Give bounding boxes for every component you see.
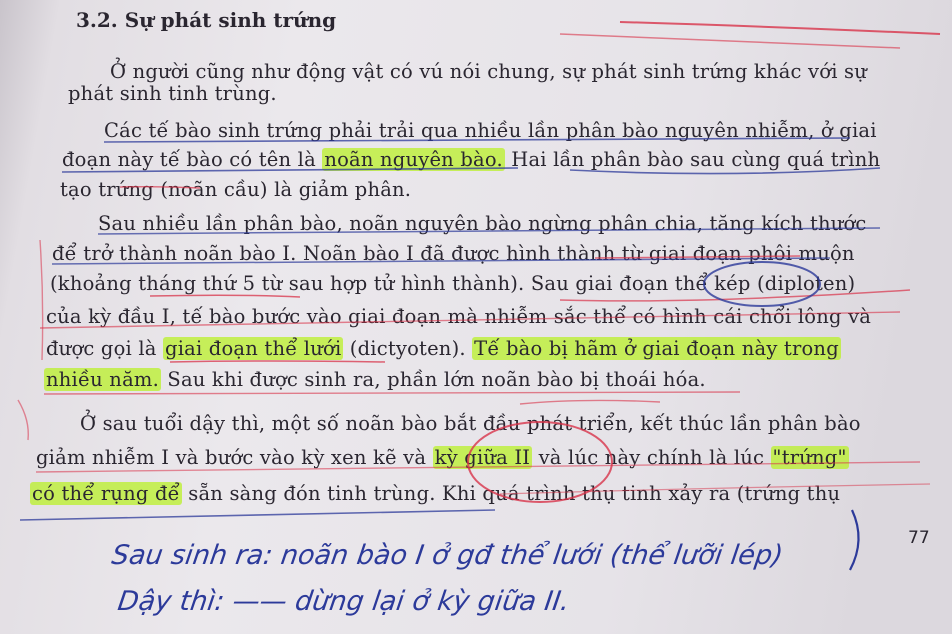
- text-span: đoạn này tế bào có tên là: [62, 148, 323, 171]
- red-underline: [44, 392, 740, 394]
- text-span: Hai lần phân bào sau cùng quá trình: [504, 148, 881, 171]
- text-line: [62, 148, 880, 171]
- blue-parenthesis: [850, 510, 859, 570]
- red-underline: [150, 295, 300, 297]
- page-number: 77: [908, 528, 930, 548]
- highlighted-term: noãn nguyên bào.: [324, 148, 503, 171]
- text-line: của kỳ đầu I, tế bào bước vào giai đoạn mà nhiễm sắc thể có hình cái chổi lông và: [46, 305, 872, 328]
- red-underline: [560, 34, 900, 48]
- highlighted-sentence: có thể rụng để: [32, 482, 180, 505]
- highlighted-term: "trứng": [772, 446, 847, 469]
- text-line: để trở thành noãn bào I. Noãn bào I đã được hình thành từ giai đoạn phôi muộn: [52, 242, 855, 265]
- red-underline: [620, 22, 940, 34]
- text-line: Các tế bào sinh trứng phải trải qua nhiều lần phân bào nguyên nhiễm, ở giai: [104, 119, 877, 142]
- blue-underline: [20, 510, 495, 520]
- highlighted-sentence: nhiều năm.: [46, 368, 159, 391]
- text-span: giảm nhiễm I và bước vào kỳ xen kẽ và: [36, 446, 433, 469]
- text-line: phát sinh tinh trùng.: [68, 82, 277, 105]
- text-span: (dictyoten).: [343, 337, 473, 360]
- highlighted-term: kỳ giữa II: [434, 446, 531, 469]
- text-span: Sau khi được sinh ra, phần lớn noãn bào bị thoái hóa.: [160, 368, 706, 391]
- text-span: sẵn sàng đón tinh trùng. Khi quá trình thụ tinh xảy ra (trứng thụ: [181, 482, 841, 505]
- highlighted-term: giai đoạn thể lưới: [165, 337, 342, 360]
- text-span: được gọi là: [46, 337, 164, 360]
- red-margin-mark: [40, 240, 43, 360]
- text-line: Ở sau tuổi dậy thì, một số noãn bào bắt đầu phát triển, kết thúc lần phân bào: [80, 412, 861, 435]
- text-line: (khoảng tháng thứ 5 từ sau hợp tử hình thành). Sau giai đoạn thể kép (diploten): [50, 272, 856, 295]
- red-underline: [520, 400, 660, 404]
- text-span: và lúc này chính là lúc: [532, 446, 771, 469]
- red-underline: [170, 361, 385, 362]
- text-line: [30, 482, 840, 505]
- handwritten-note: Dậy thì: —— dừng lại ở kỳ giữa II.: [115, 586, 572, 617]
- text-line: [36, 446, 849, 469]
- highlighted-sentence: Tế bào bị hãm ở giai đoạn này trong: [474, 337, 839, 360]
- red-margin-mark: [18, 400, 28, 440]
- text-line: tạo trứng (noãn cầu) là giảm phân.: [60, 178, 412, 201]
- section-heading: 3.2. Sự phát sinh trứng: [76, 8, 337, 32]
- text-line: [44, 368, 706, 391]
- text-line: [46, 337, 841, 360]
- text-line: Sau nhiều lần phân bào, noãn nguyên bào ngừng phân chia, tăng kích thước: [98, 212, 867, 235]
- handwritten-note: Sau sinh ra: noãn bào I ở gđ thể lưới (thể lưỡi lép): [109, 540, 785, 571]
- text-line: Ở người cũng như động vật có vú nói chung, sự phát sinh trứng khác với sự: [110, 60, 867, 83]
